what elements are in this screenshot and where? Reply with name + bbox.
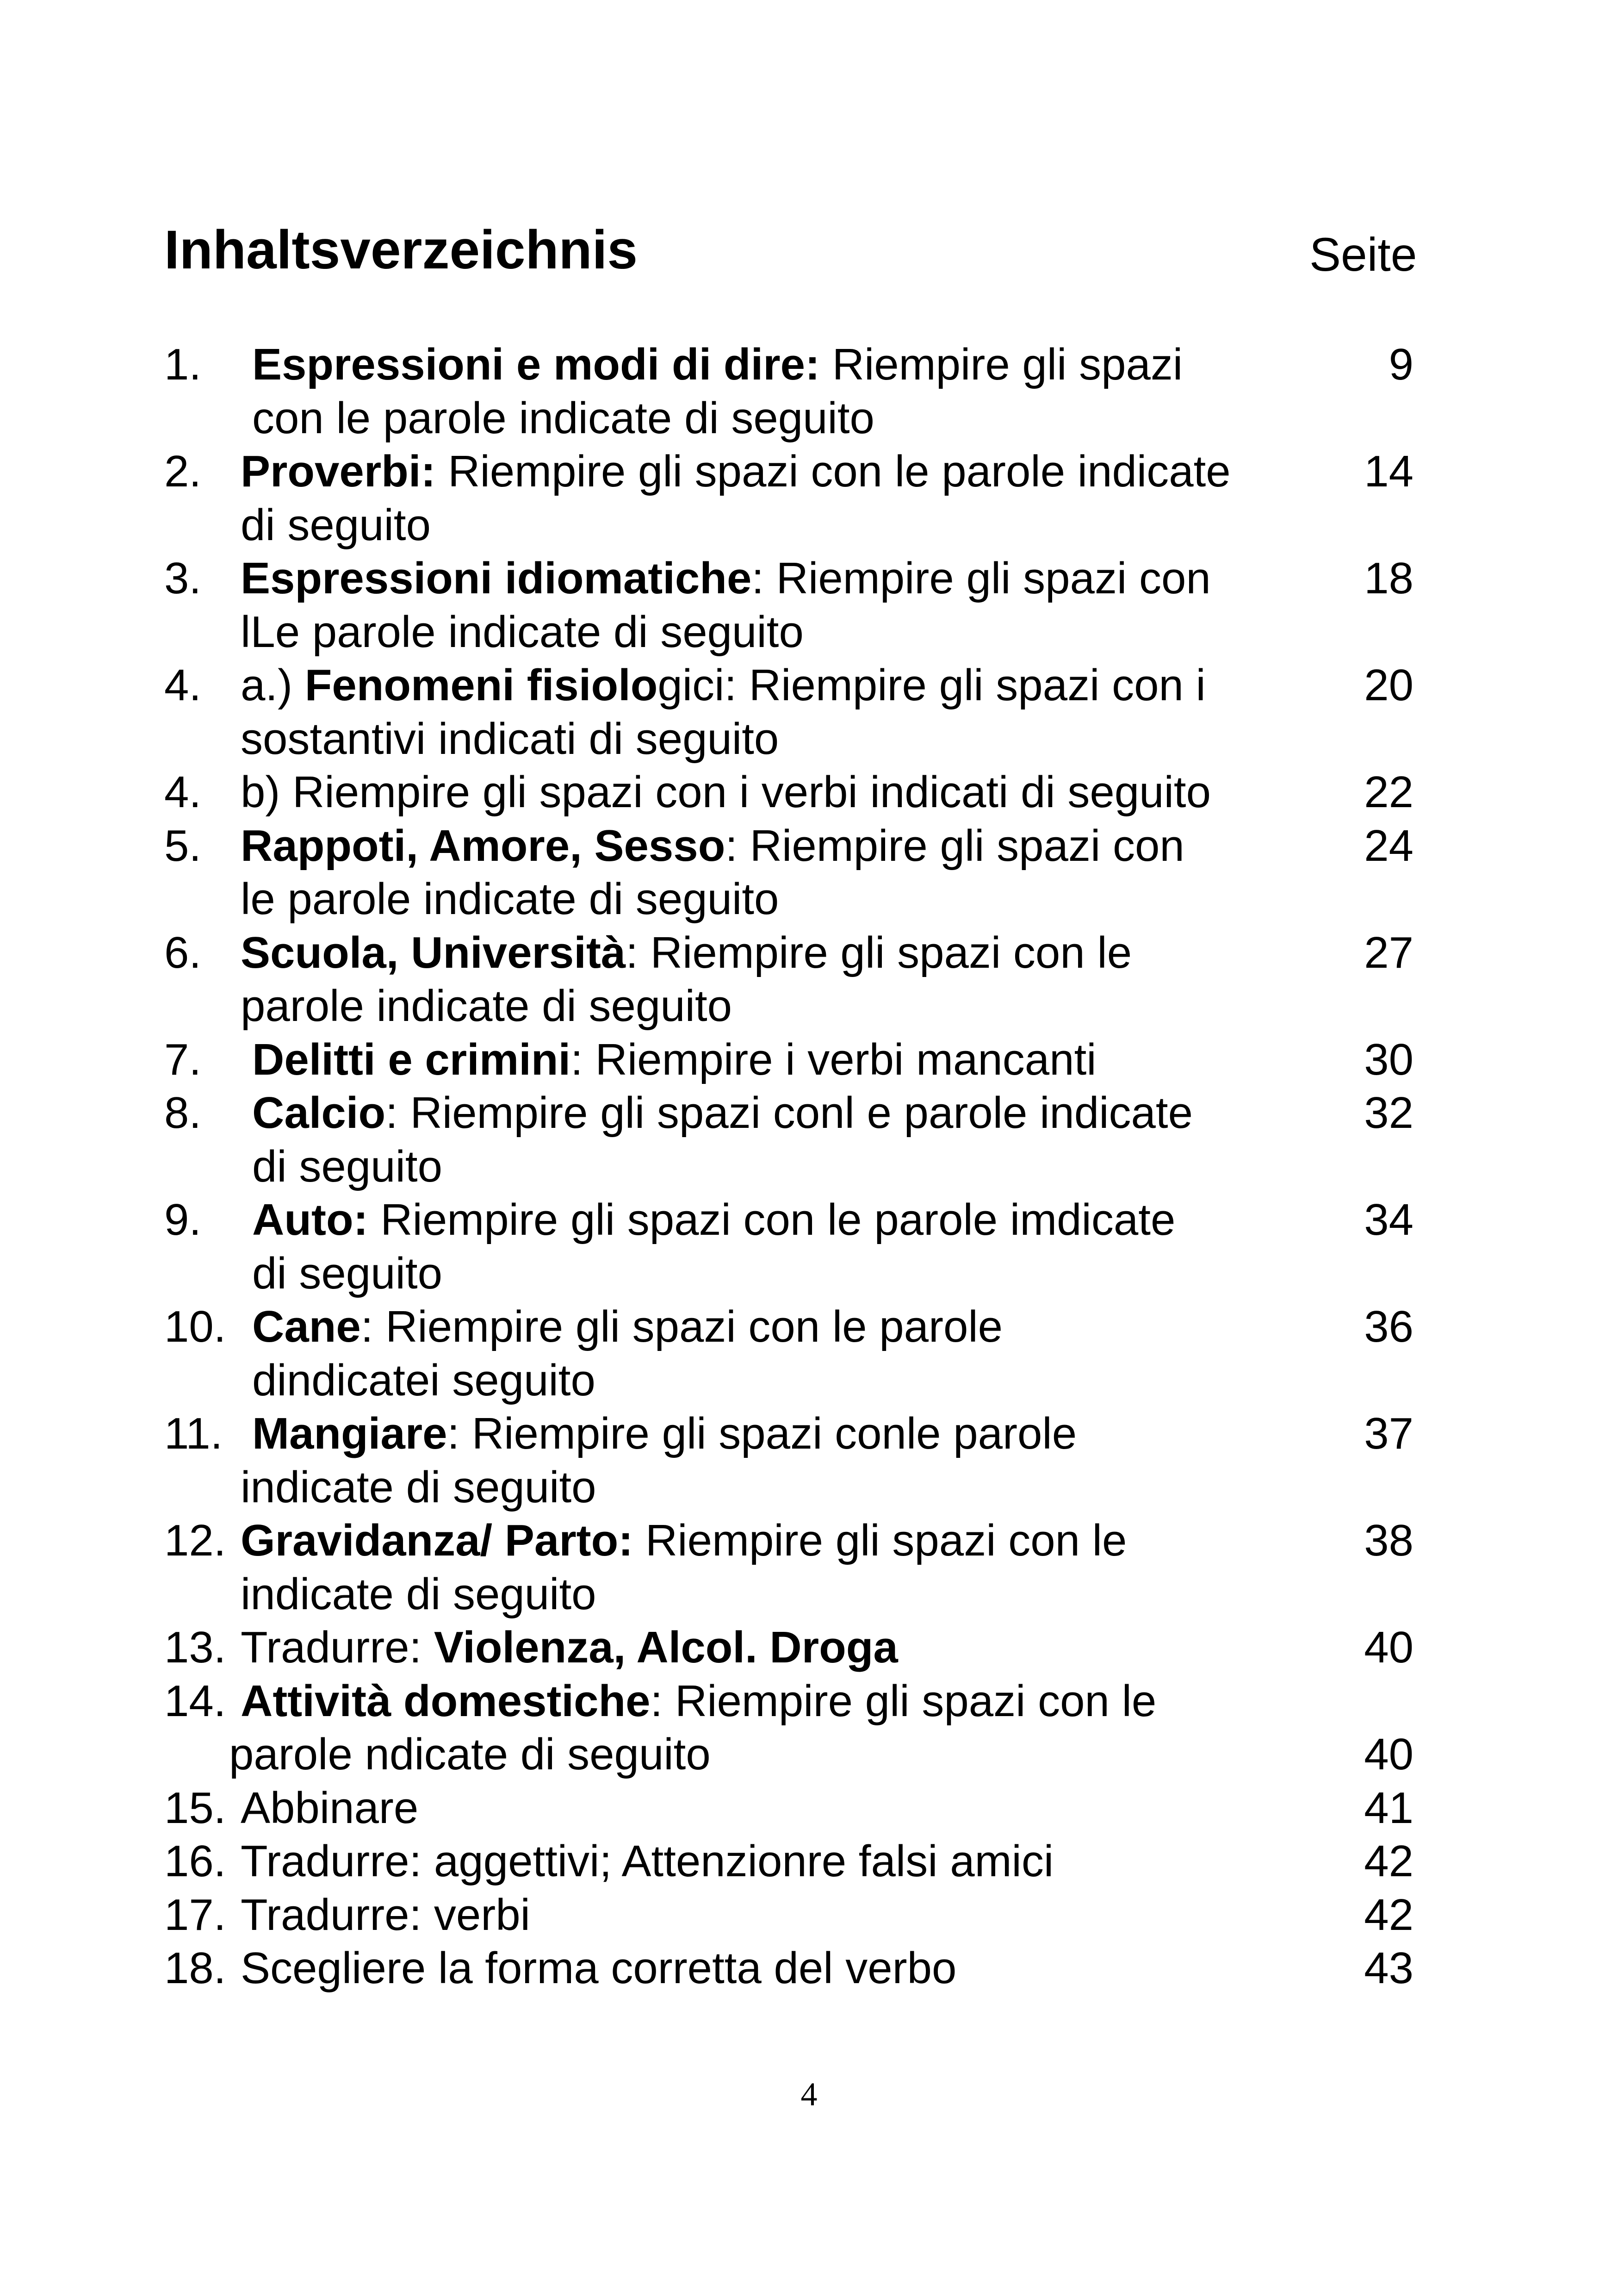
toc-entry-line — [164, 445, 1413, 498]
toc-entry — [164, 926, 1413, 1033]
toc-entry-line — [164, 926, 1413, 980]
toc-entry-text: di seguito — [252, 1248, 442, 1298]
toc-entry — [164, 1941, 1413, 1995]
toc-entry-page: 9 — [1389, 340, 1413, 389]
toc-entry — [164, 1300, 1413, 1407]
toc-entry-text: Riempire gli spazi con le parole imdicate — [368, 1195, 1176, 1244]
toc-entry-page: 22 — [1364, 767, 1413, 817]
toc-entry-line — [164, 1407, 1413, 1461]
toc-entry-text: Riempire gli spazi — [819, 340, 1183, 389]
toc-entry — [164, 1086, 1413, 1193]
toc-entry-page: 27 — [1364, 927, 1413, 977]
toc-entry-page: 30 — [1364, 1034, 1413, 1084]
toc-entry-line — [164, 1354, 1413, 1407]
toc-entry-text: le parole indicate di seguito — [241, 874, 779, 924]
toc-entry-page: 40 — [1364, 1730, 1413, 1779]
toc-entry-line — [164, 712, 1413, 766]
toc-entry-text: sostantivi indicati di seguito — [241, 714, 779, 764]
toc-entry-line — [164, 765, 1413, 819]
toc-entry-title: Cane — [252, 1302, 361, 1351]
toc-entry-text: : Riempire gli spazi con le — [626, 927, 1132, 977]
toc-entry-number: 18. — [164, 1943, 226, 1993]
toc-entry-number: 4. — [164, 767, 202, 817]
toc-entry-title: Attività domestiche — [241, 1676, 651, 1726]
toc-entry-text: Tradurre: verbi — [241, 1890, 530, 1940]
toc-entry-line — [164, 392, 1413, 445]
toc-entry-page: 32 — [1364, 1088, 1413, 1138]
toc-entry-number: 12. — [164, 1516, 226, 1565]
toc-entry-line — [164, 819, 1413, 873]
toc-entry-line — [164, 1888, 1413, 1942]
toc-entry-text: Tradurre: aggettivi; Attenzionre falsi amici — [241, 1836, 1054, 1886]
toc-entry-text: : Riempire i verbi mancanti — [570, 1034, 1097, 1084]
toc-entry-title: Calcio — [252, 1088, 386, 1138]
toc-entry-number: 11. — [164, 1409, 223, 1458]
toc-entry-title: Mangiare — [252, 1409, 447, 1458]
toc-entry-number: 17. — [164, 1890, 226, 1940]
toc-entry-line — [164, 1300, 1413, 1354]
toc-entry-line — [164, 1941, 1413, 1995]
toc-entry — [164, 338, 1413, 445]
table-of-contents — [164, 338, 1413, 1995]
toc-entry-line — [164, 498, 1413, 552]
toc-entry-text: lLe parole indicate di seguito — [241, 607, 804, 657]
toc-entry-page: 24 — [1364, 821, 1413, 871]
toc-entry-line — [164, 1568, 1413, 1621]
toc-entry-page: 20 — [1364, 660, 1413, 710]
toc-entry-line — [164, 605, 1413, 659]
toc-entry — [164, 1674, 1413, 1781]
toc-entry-text: indicate di seguito — [241, 1569, 596, 1619]
toc-entry — [164, 552, 1413, 659]
toc-entry-text: parole indicate di seguito — [241, 981, 732, 1031]
toc-entry-page: 40 — [1364, 1623, 1413, 1672]
toc-entry-text: b) Riempire gli spazi con i verbi indicati di seguito — [241, 767, 1211, 817]
toc-entry-line — [164, 1728, 1413, 1781]
toc-entry-text: : Riempire gli spazi conl e parole indicate — [385, 1088, 1193, 1138]
toc-entry-page: 18 — [1364, 554, 1413, 603]
toc-entry-page: 38 — [1364, 1516, 1413, 1565]
page-number: 4 — [800, 2076, 818, 2113]
toc-entry — [164, 765, 1413, 819]
toc-entry-line — [164, 1781, 1413, 1835]
toc-entry — [164, 1193, 1413, 1300]
toc-entry-line — [164, 1514, 1413, 1568]
toc-entry-title: Gravidanza/ Parto: — [241, 1516, 633, 1565]
toc-entry-text: Abbinare — [241, 1783, 419, 1833]
toc-entry-line — [164, 338, 1413, 392]
toc-entry-page: 34 — [1364, 1195, 1413, 1244]
toc-entry-page: 42 — [1364, 1890, 1413, 1940]
toc-entry-line — [164, 979, 1413, 1033]
toc-entry-number: 3. — [164, 554, 202, 603]
toc-entry-number: 16. — [164, 1836, 226, 1886]
toc-entry-title: Scuola, Università — [241, 927, 626, 977]
toc-entry-text: Riempire gli spazi con le parole indicate — [435, 447, 1231, 496]
toc-entry-title: Espressioni e modi di dire: — [252, 340, 820, 389]
toc-entry-number: 2. — [164, 447, 202, 496]
toc-entry-title: Auto: — [252, 1195, 368, 1244]
toc-heading: Inhaltsverzeichnis — [164, 219, 638, 280]
toc-entry-title: Proverbi: — [241, 447, 436, 496]
toc-entry-title: Rappoti, Amore, Sesso — [241, 821, 725, 871]
toc-entry-number: 13. — [164, 1623, 226, 1672]
toc-entry-text: : Riempire gli spazi con le parole — [360, 1302, 1003, 1351]
toc-entry-text: Riempire gli spazi con le — [633, 1516, 1127, 1565]
toc-entry-number: 7. — [164, 1034, 202, 1084]
toc-entry-text: gici: Riempire gli spazi con i — [657, 660, 1206, 710]
toc-entry-text: : Riempire gli spazi con — [725, 821, 1184, 871]
toc-entry-text: dindicatei seguito — [252, 1355, 595, 1405]
toc-entry-number: 1. — [164, 340, 202, 389]
toc-entry-line — [164, 552, 1413, 605]
toc-entry — [164, 1781, 1413, 1835]
toc-entry-text: di seguito — [252, 1141, 442, 1191]
toc-entry-page: 37 — [1364, 1409, 1413, 1458]
toc-entry-line — [164, 872, 1413, 926]
toc-entry-line — [164, 1621, 1413, 1674]
toc-entry-number: 9. — [164, 1195, 202, 1244]
toc-entry-text: : Riempire gli spazi conle parole — [447, 1409, 1077, 1458]
toc-entry-line — [164, 1140, 1413, 1194]
toc-entry-line — [164, 1193, 1413, 1247]
toc-entry-text: di seguito — [241, 500, 431, 550]
toc-entry — [164, 659, 1413, 765]
page-column-label: Seite — [1309, 228, 1417, 281]
toc-entry-title: Fenomeni fisiolo — [304, 660, 658, 710]
toc-entry-title: Violenza, Alcol. Droga — [434, 1623, 898, 1672]
toc-entry-number: 14. — [164, 1676, 226, 1726]
toc-entry — [164, 819, 1413, 926]
toc-entry-line — [164, 1086, 1413, 1140]
toc-entry-page: 43 — [1364, 1943, 1413, 1993]
toc-entry-text: Scegliere la forma corretta del verbo — [241, 1943, 957, 1993]
toc-entry — [164, 1033, 1413, 1087]
toc-entry-number: 8. — [164, 1088, 202, 1138]
toc-entry-line — [164, 1674, 1413, 1728]
toc-entry-text: parole ndicate di seguito — [229, 1730, 711, 1779]
toc-entry — [164, 1835, 1413, 1888]
toc-entry-text: Tradurre: — [241, 1623, 434, 1672]
toc-entry-page: 41 — [1364, 1783, 1413, 1833]
toc-entry-text: indicate di seguito — [241, 1462, 596, 1512]
toc-entry-line — [164, 659, 1413, 712]
toc-entry-page: 42 — [1364, 1836, 1413, 1886]
toc-entry-text: : Riempire gli spazi con le — [650, 1676, 1157, 1726]
toc-entry-line — [164, 1247, 1413, 1300]
toc-entry-number: 4. — [164, 660, 202, 710]
toc-entry-number: 10. — [164, 1302, 226, 1351]
toc-entry-number: 6. — [164, 927, 202, 977]
toc-entry-line — [164, 1461, 1413, 1514]
toc-entry — [164, 1407, 1413, 1514]
toc-entry-page: 14 — [1364, 447, 1413, 496]
toc-entry-text: con le parole indicate di seguito — [252, 393, 874, 443]
toc-entry-text: : Riempire gli spazi con — [751, 554, 1211, 603]
toc-entry-number: 5. — [164, 821, 202, 871]
toc-entry-line — [164, 1835, 1413, 1888]
toc-entry-text: a.) — [241, 660, 305, 710]
toc-entry-line — [164, 1033, 1413, 1087]
toc-entry — [164, 445, 1413, 552]
toc-entry-title: Espressioni idiomatiche — [241, 554, 752, 603]
toc-entry — [164, 1888, 1413, 1942]
toc-entry-title: Delitti e crimini — [252, 1034, 571, 1084]
toc-entry — [164, 1514, 1413, 1621]
toc-entry-page: 36 — [1364, 1302, 1413, 1351]
toc-entry — [164, 1621, 1413, 1674]
toc-entry-number: 15. — [164, 1783, 226, 1833]
